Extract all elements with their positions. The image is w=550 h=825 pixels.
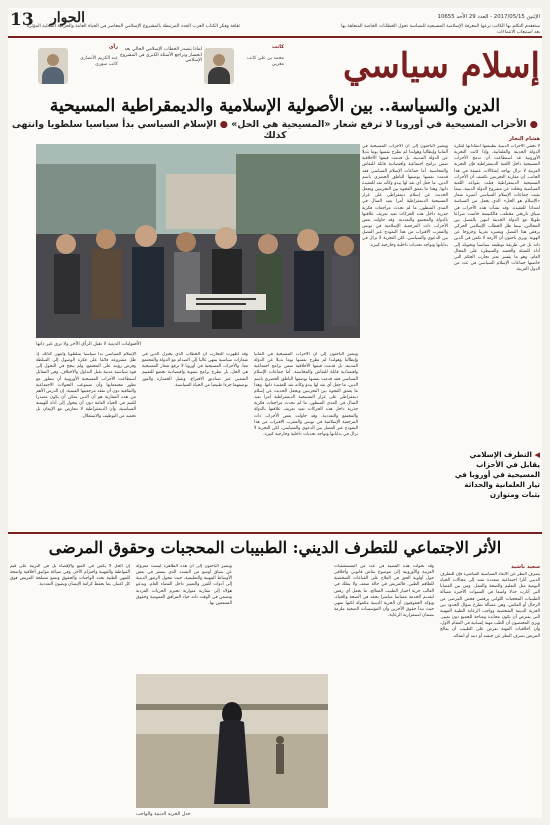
pull-quote-text: التطرف الإسلامي يقابل في الأحزاب المسيحية في أوروبا في تيار العلمانية والحداثة بثبات ومتوازن [454,450,540,499]
article-divider [8,532,542,534]
main-headline: الدين والسياسة.. بين الأصولية الإسلامية والديمقراطية المسيحية [49,96,501,116]
second-column-1: يصرف النظر عن الأبعاد السياسية المباشرة فإن للتطرف الديني آثارا اجتماعية متعددة تمتد إلى مجالات الحياة اليومية مثل التعليم والصحة والعمل. ومن بين القضايا التي أثارت جدلا واسعا في السنوات الأخيرة مسألة الطبيبات المحجبات اللواتي يرفضن فحص المرضى من الرجال أو العكس، وهي مسألة تطرح سؤال الحدود بين الحرية الدينية الشخصية وواجب الرعاية الطبية المهنية التي يفترض أن تكون محايدة ومتاحة للجميع دون تمييز. ويرى المختصون أن الطب مهنة إنسانية في المقام الأول، وأن أخلاقيات المهنة تفرض على الطبيب أن يعالج المريض بصرف النظر عن جنسه أو دينه أو انتمائه. [440,572,540,639]
author-name: محمد بن علي كاتب مغربي [246,56,284,67]
article-column-4: وقد أظهرت التجارب أن الخطاب الذي يختزل الدين في شعارات سياسية ينتهي غالبا إلى الصدام مع الدولة والمجتمع معا. والأحزاب المسيحية في أوروبا لا ترفع شعار المسيحية هي الحل، بل تطرح برامج تنموية واقتصادية تخضع للتقييم الشعبي عبر صناديق الاقتراع، وتقبل الخسارة والفوز بوصفهما جزءا طبيعيا من الحياة السياسية. [142,352,248,388]
bullet-icon: ● [219,119,228,130]
issue-date: الإثنين 2017/05/15 - العدد 29 الأحد 10655 [437,14,540,20]
article-column-3: الإسلام السياسي بدأ سياسيا سلطويا وانتهى كذلك، إذ ظل مشروعه قائما على فكرة الوصول إلى السلطة وفرض رؤيته على المجتمع، ولم ينجح في التحول إلى قوة سياسية مدنية تقبل التداول والاختلاف. وفي المقابل استطاعت الأحزاب المسيحية الأوروبية أن تتطور مع تطور مجتمعاتها وأن تستوعب التحولات الاجتماعية والثقافية دون أن تفقد مرجعيتها القيمية. إن الدرس الأهم من هذه المقارنة هو أن الدين يمكن أن يكون مصدرا للقيم في الحياة العامة دون أن يتحول إلى أداة للهيمنة السياسية، وأن الديمقراطية لا تتعارض مع الإيمان بل تحميه من التوظيف والاستغلال. [36,352,136,419]
second-byline: سعيد ناشيد [510,564,540,570]
hijab-photo-image [136,674,328,808]
quote-mark-icon: ◀ [531,450,540,459]
photo-caption: الأصوليات الدينية لا تقبل الرأي الآخر ولا ترى غير ذاتها [36,342,141,347]
section-teaser: لماذا يتصدر الخطاب الإسلامي الحالي بعد انحسار وتراجع الأسئلة الكبرى في المشروع الإسلامي [120,47,202,64]
subhead-2: الإسلام السياسي بدأ سياسيا سلطويا وانتهى كذلك [12,119,287,141]
article-column-2: ويشير الباحثون إلى أن الأحزاب المسيحية في ألمانيا وإيطاليا وهولندا لم تطرح نفسها يوما بديلا عن الدولة المدنية، بل قدمت قيمها الأخلاقية ضمن برامج اجتماعية واقتصادية قابلة للنقاش والمحاسبة. أما جماعات الإسلام السياسي فقد قدمت نفسها بوصفها الناطق الحصري باسم الدين، ما جعل أي نقد لها يبدو وكأنه نقد للعقيدة ذاتها. وهذا ما يعمق الفجوة بين التجربتين ويجعل الحديث عن إسلام ديمقراطي على غرار المسيحية الديمقراطية أمرا بعيد المنال في المدى المنظور، ما لم تحدث مراجعات فكرية جذرية داخل هذه الحركات تعيد تعريف علاقتها بالدولة والمجتمع والتعددية. وقد حاولت بعض الأحزاب ذات المرجعية الإسلامية في تونس والمغرب الاقتراب من هذا النموذج عبر الفصل بين الدعوي والسياسي، لكن التجربة لا تزال في بداياتها وتواجه تحديات داخلية وخارجية كبيرة. [362,144,448,248]
section-header [8,44,542,96]
subhead-1: الأحزاب المسيحية في أوروبا لا ترفع شعار «المسيحية هي الحل» [231,119,527,130]
top-teaser-left: ثقافة وفكر الكتاب العرب الجدد المرتبطة بالمشروع الإسلامي المعاصر في الحياة العامة والحركية المحلية المؤثرة [26,24,240,29]
top-strip [8,8,542,38]
columnist-photo [38,48,68,84]
author-tag: كاتب [272,44,284,50]
pull-quote [452,450,540,500]
newspaper-page [8,8,542,818]
second-column-4: إن الحل لا يكمن في المنع والإقصاء بل في التربية على قيم المواطنة والمهنية واحترام الآخر، وفي صياغة مواثيق أخلاقية واضحة للمهن الطبية تحدد الواجبات والحقوق وتضع مصلحة المريض فوق كل اعتبار، بما يحفظ كرامة الإنسان ويصون التعددية. [10,564,130,588]
second-column-3: ويشير الباحثون إلى أن هذه الظاهرة ليست معزولة عن سياق أوسع من التشدد الذي ينتشر في بعض الأوساط المهنية والتعليمية، حيث تتحول الرموز الدينية إلى أدوات للفرز والتمييز داخل الفضاء العام. ويدعو هؤلاء إلى مقاربة متوازنة تحترم الحريات الفردية وتضمن في الوقت ذاته حياد المرافق العمومية وحقوق المنتفعين بها. [136,564,232,606]
article-column-5: ويشير الباحثون إلى أن الأحزاب المسيحية في ألمانيا وإيطاليا وهولندا لم تطرح نفسها يوما بديلا عن الدولة المدنية، بل قدمت قيمها الأخلاقية ضمن برامج اجتماعية واقتصادية قابلة للنقاش والمحاسبة. أما جماعات الإسلام السياسي فقد قدمت نفسها بوصفها الناطق الحصري باسم الدين، ما جعل أي نقد لها يبدو وكأنه نقد للعقيدة ذاتها. وهذا ما يعمق الفجوة بين التجربتين ويجعل الحديث عن إسلام ديمقراطي على غرار المسيحية الديمقراطية أمرا بعيد المنال في المدى المنظور، ما لم تحدث مراجعات فكرية جذرية داخل هذه الحركات تعيد تعريف علاقتها بالدولة والمجتمع والتعددية. وقد حاولت بعض الأحزاب ذات المرجعية الإسلامية في تونس والمغرب الاقتراب من هذا النموذج عبر الفصل بين الدعوي والسياسي، لكن التجربة لا تزال في بداياتها وتواجه تحديات داخلية وخارجية كبيرة. [254,352,358,438]
second-column-2: وقد تحولت هذه القضية في عدد من المستشفيات العربية والأوروبية إلى موضوع نقاش قانوني وأخلاقي حول أولوية الحق في العلاج على القناعات الشخصية للطاقم الطبي. فالمريض في حالة ضعف ولا يملك في الغالب حرية اختيار الطبيب المعالج، ما يجعل أي رفض لتقديم الخدمة مساسا مباشرا بحقه في الصحة والحياة. ويؤكد الحقوقيون أن الحرية الدينية مكفولة لكنها تنتهي حيث تبدأ حقوق الآخرين وأن المؤسسات الصحية ملزمة بضمان استمرارية الرعاية. [334,564,434,619]
page-number: 13 [10,10,34,30]
protest-photo [36,144,360,338]
article-column-1: لا تخفي الأحزاب الدينية بطبيعتها انتقاداتها لفكرة الدولة الحديثة والعلمانية، وإذا كانت التجربة الأوروبية قد استطاعت أن تدمج الأحزاب المسيحية داخل اللعبة الديمقراطية فإن التجربة العربية لا تزال تواجه إشكالات عميقة في هذا الجانب. إن مقارنة التجربتين تكشف أن الأحزاب المسيحية الديمقراطية قبلت بقواعد اللعبة السياسية وتخلت عن مشروع الدولة الدينية، بينما بقيت جماعات الإسلام السياسي أسيرة شعار «الإسلام هو الحل» الذي يجعل من السياسة امتدادا للعقيدة. وقد نشأت هذه الأحزاب في سياق تاريخي مختلف، فالكنيسة خاضت صراعا طويلا مع الدولة الحديثة انتهى بالفصل بين المجالين، بينما ظل الخطاب الإسلامي الحركي يرفض هذا الفصل ويعتبره تغريبا وخروجا عن الهوية. ويرى باحثون أن الأزمة لا تكمن في الدين ذاته بل في طريقة توظيفه سياسيا وتحويله إلى أداة للتعبئة والحشد والسيطرة على المجال العام، وهو ما يفسر تعثر تجارب الحكم التي خاضتها جماعات الإسلام السياسي في عدد من الدول العربية. [454,144,540,273]
section-title: إسلام سياسي [342,46,540,86]
top-teaser-right: ستعقدم التكلم بها الكاتب نزعها المعرفة الإسلامية المسيحية للسياسة تحول الخطابات الخاصة المتعلقة بها بعد استيعاب الانتماءات [341,24,540,35]
columnist-tag: رأي [108,44,118,50]
second-photo-caption: جدل الحرية الدينية والواجب [136,812,191,817]
protest-photo-image [36,144,360,338]
hijab-photo [136,674,328,808]
masthead-logo: الحوار [50,10,86,26]
author-photo [204,48,234,84]
article-byline: هشام النجار [509,136,540,142]
bullet-icon: ● [529,119,538,130]
second-headline: الأثر الاجتماعي للتطرف الديني: الطبيبات المحجبات وحقوق المرضى [48,538,502,557]
columnist-name: عبد الكريم الأنصاري كاتب سوري [80,56,118,67]
subheadline [8,119,542,141]
